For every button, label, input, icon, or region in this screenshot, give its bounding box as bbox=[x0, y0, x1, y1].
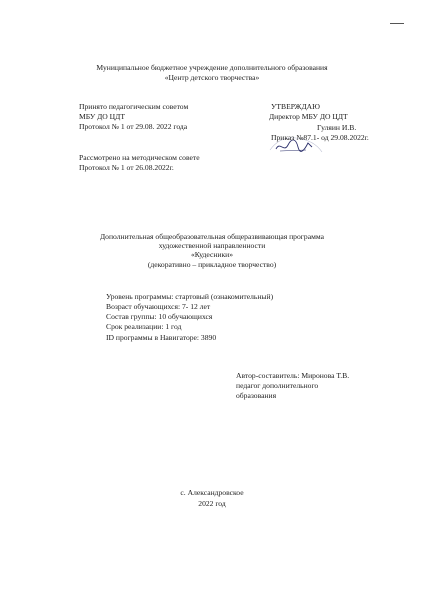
author-line-1: Автор-составитель: Миронова Т.В. bbox=[236, 371, 350, 380]
accepted-line-3: Протокол № 1 от 29.08. 2022 года bbox=[79, 122, 188, 131]
approved-order: Приказ №87.1- од 29.08.2022г. bbox=[271, 133, 369, 142]
institution-subname: «Центр детского творчества» bbox=[164, 73, 260, 82]
program-level: Уровень программы: стартовый (ознакомительный) bbox=[106, 292, 274, 301]
author-line-3: образования bbox=[236, 391, 277, 400]
accepted-line-1: Принято педагогическим советом bbox=[79, 102, 189, 111]
reviewed-line-2: Протокол № 1 от 26.08.2022г. bbox=[79, 163, 174, 172]
accepted-line-2: МБУ ДО ЦДТ bbox=[79, 112, 125, 121]
program-title: «Кудесники» bbox=[190, 250, 234, 259]
institution-name: Муниципальное бюджетное учреждение дополнительного образования bbox=[96, 63, 328, 72]
group-size: Состав группы: 10 обучающихся bbox=[106, 312, 213, 321]
program-line-2: художественной направленности bbox=[158, 241, 266, 250]
approved-position: Директор МБУ ДО ЦДТ bbox=[269, 112, 348, 121]
approved-title: УТВЕРЖДАЮ bbox=[271, 102, 320, 111]
term: Срок реализации: 1 год bbox=[106, 322, 182, 331]
director-name: Гуляин И.В. bbox=[317, 123, 357, 132]
navigator-id: ID программы в Навигаторе: 3890 bbox=[106, 333, 217, 342]
program-line-4: (декоративно – прикладное творчество) bbox=[147, 260, 277, 269]
place: с. Александровское bbox=[180, 488, 244, 497]
program-line-1: Дополнительная общеобразовательная общеразвивающая программа bbox=[99, 232, 324, 241]
students-age: Возраст обучающихся: 7- 12 лет bbox=[106, 302, 211, 311]
year: 2022 год bbox=[198, 499, 226, 508]
reviewed-line-1: Рассмотрено на методическом совете bbox=[79, 153, 200, 162]
author-line-2: педагог дополнительного bbox=[236, 381, 319, 390]
page-corner-mark bbox=[390, 23, 404, 24]
